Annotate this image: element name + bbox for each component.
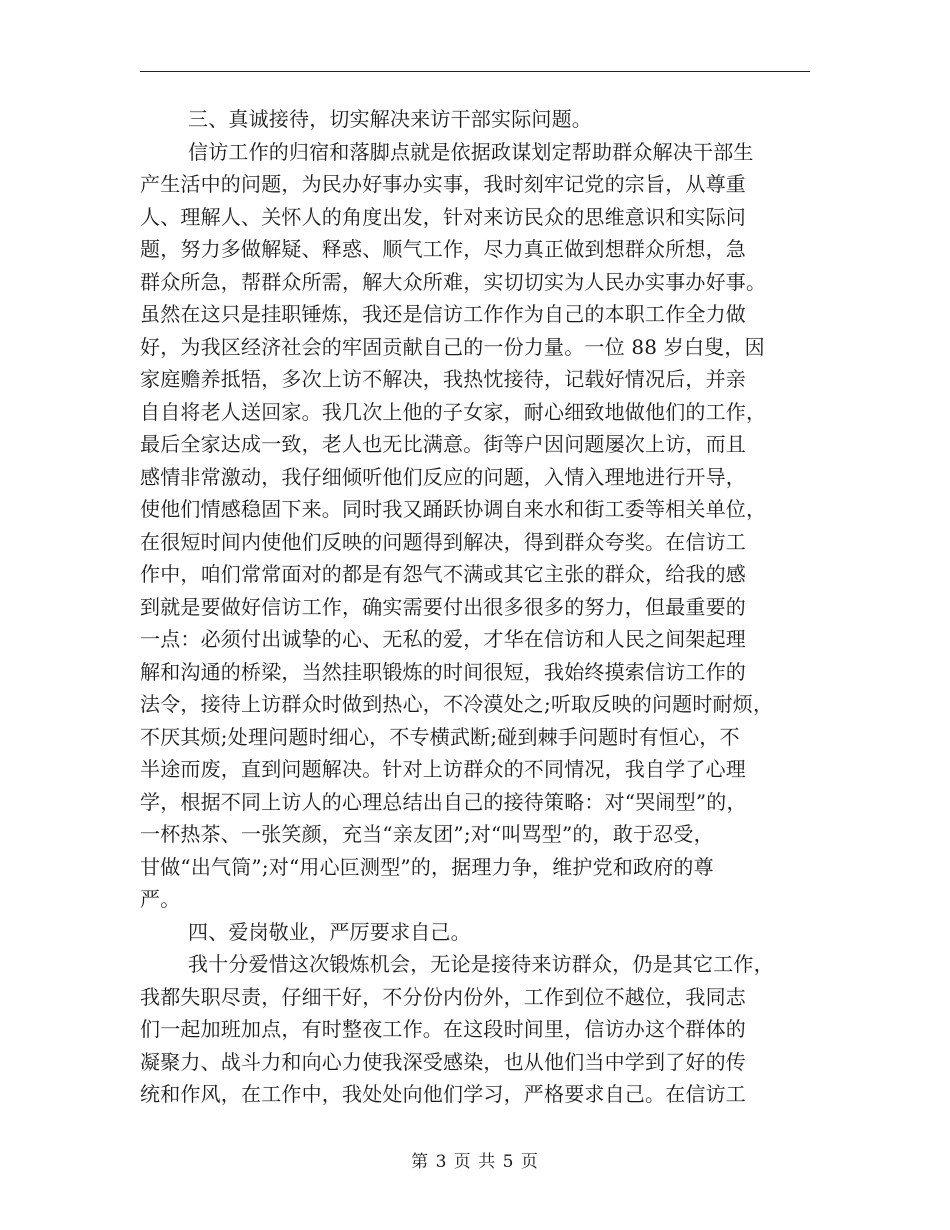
text-line: 学，根据不同上访人的心理总结出自己的接待策略：对“哭闹型”的，: [140, 789, 747, 814]
text-line: 法令，接待上访群众时做到热心，不冷漠处之;听取反映的问题时耐烦，: [140, 692, 774, 716]
text-line: 产生活中的问题，为民办好事办实事，我时刻牢记党的宗旨，从尊重: [140, 172, 746, 196]
text-line: 使他们情感稳固下来。同时我又踊跃协调自来水和街工委等相关单位，: [140, 497, 767, 521]
text-line: 群众所急，帮群众所需，解大众所难，实切切实为人民办实事办好事。: [140, 269, 767, 294]
text-line: 信访工作的归宿和落脚点就是依据政谋划定帮助群众解决干部生: [188, 139, 754, 164]
text-line: 们一起加班加点，有时整夜工作。在这段时间里，信访办这个群体的: [140, 1017, 746, 1041]
text-line: 感情非常激动，我仔细倾听他们反应的问题，入情入理地进行开导，: [140, 464, 746, 489]
text-line: 自自将老人送回家。我几次上他的子女家，耐心细致地做他们的工作，: [140, 399, 767, 424]
text-line: 我都失职尽责，仔细干好，不分份内份外，工作到位不越位，我同志: [140, 984, 746, 1009]
text-line: 作中，咱们常常面对的都是有怨气不满或其它主张的群众，给我的感: [140, 562, 746, 586]
text-line: 人、理解人、关怀人的角度出发，针对来访民众的思维意识和实际问: [140, 204, 746, 229]
text-line: 一点：必须付出诚挚的心、无私的爱，才华在信访和人民之间架起理: [140, 627, 746, 651]
text-line: 统和作风，在工作中，我处处向他们学习，严格要求自己。在信访工: [140, 1082, 746, 1106]
document-body: [140, 103, 812, 1111]
text-line: 在很短时间内使他们反映的问题得到解决，得到群众夸奖。在信访工: [140, 529, 746, 554]
text-line: 一杯热茶、一张笑颜，充当“亲友团”;对“叫骂型”的，敢于忍受，: [140, 822, 714, 846]
text-line: 最后全家达成一致，老人也无比满意。街等户因问题屡次上访，而且: [140, 432, 746, 456]
text-line: 好，为我区经济社会的牢固贡献自己的一份力量。一位 88 岁白叟，因: [140, 334, 765, 359]
text-line: 到就是要做好信访工作，确实需要付出很多很多的努力，但最重要的: [140, 594, 746, 619]
text-line: 题，努力多做解疑、释惑、顺气工作，尽力真正做到想群众所想，急: [140, 237, 746, 261]
text-line: 甘做“出气筒”;对“用心叵测型”的，据理力争，维护党和政府的尊: [140, 854, 714, 879]
text-line: 家庭赡养抵牾，多次上访不解决，我热忱接待，记载好情况后，并亲: [140, 367, 746, 391]
text-line: 凝聚力、战斗力和向心力使我深受感染，也从他们当中学到了好的传: [140, 1049, 746, 1074]
text-line: 三、真诚接待，切实解决来访干部实际问题。: [188, 107, 592, 131]
text-line: 解和沟通的桥梁，当然挂职锻炼的时间很短，我始终摸索信访工作的: [140, 659, 746, 684]
text-line: 四、爱岗敬业，严厉要求自己。: [188, 919, 471, 944]
text-line: 我十分爱惜这次锻炼机会，无论是接待来访群众，仍是其它工作，: [188, 952, 774, 976]
text-line: 严。: [140, 887, 181, 911]
text-line: 虽然在这只是挂职锤炼，我还是信访工作作为自己的本职工作全力做: [140, 302, 746, 326]
header-rule: [140, 71, 810, 72]
text-line: 半途而废，直到问题解决。针对上访群众的不同情况，我自学了心理: [140, 757, 746, 781]
text-line: 不厌其烦;处理问题时细心，不专横武断;碰到棘手问题时有恒心，不: [140, 724, 740, 749]
page-number: 第 3 页 共 5 页: [411, 1152, 539, 1172]
